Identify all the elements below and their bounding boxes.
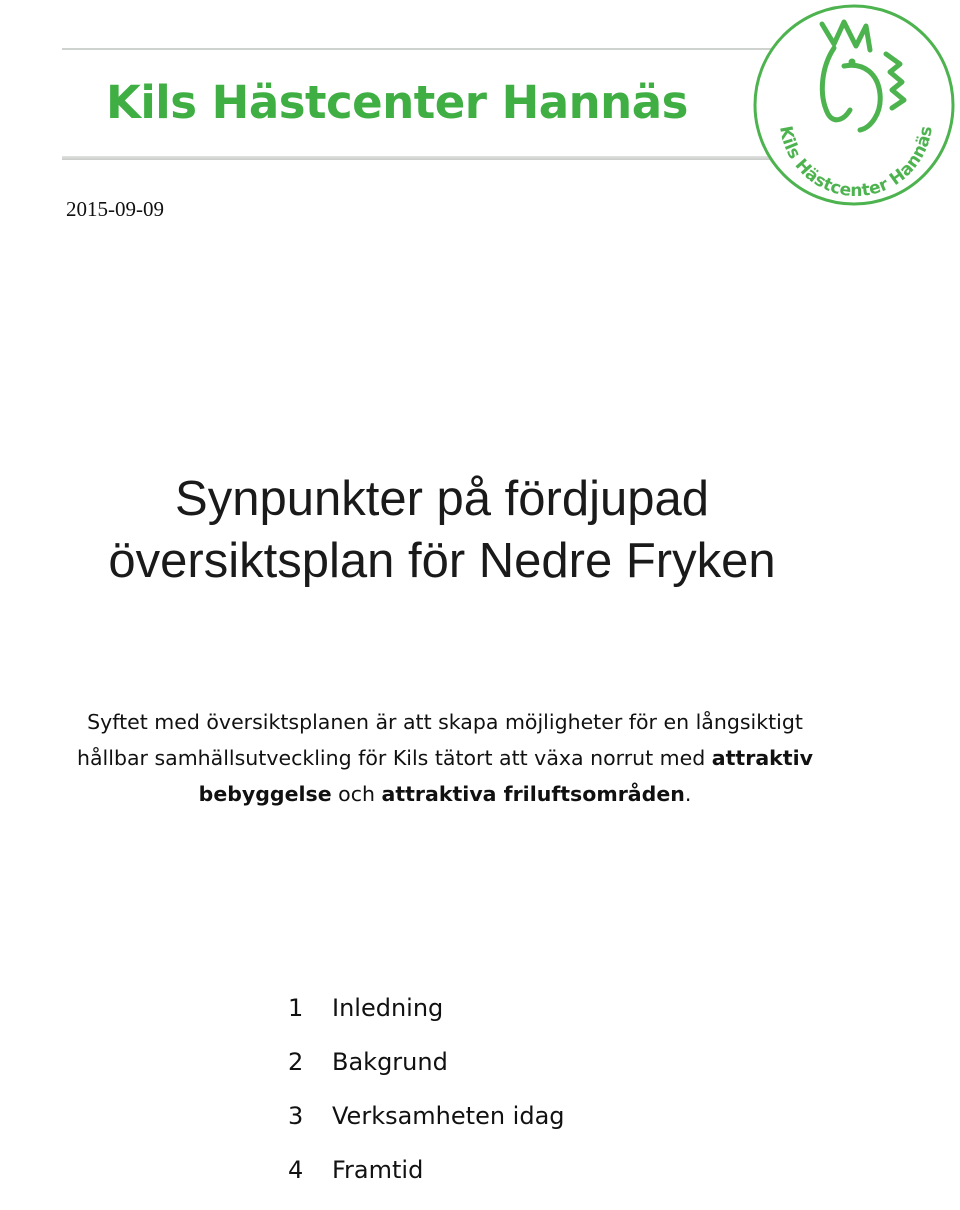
- toc-item-label: Inledning: [332, 994, 444, 1022]
- brand-name: Kils Hästcenter Hannäs: [106, 76, 688, 129]
- toc-item: [288, 1048, 565, 1102]
- document-title-line-1: Synpunkter på fördjupad: [175, 472, 709, 526]
- toc-item-label: Framtid: [332, 1156, 424, 1184]
- purpose-line-3: [0, 776, 890, 812]
- letterhead-top-rule: [62, 48, 832, 50]
- toc-item-label: Verksamheten idag: [332, 1102, 565, 1130]
- toc-item-number: 4: [288, 1156, 304, 1184]
- table-of-contents: [288, 994, 565, 1210]
- toc-item-number: 3: [288, 1102, 304, 1130]
- svg-text:Kils Hästcenter Hannäs: Kils Hästcenter Hannäs: [775, 124, 937, 202]
- purpose-line-1: Syftet med översiktsplanen är att skapa möjligheter för en långsiktigt: [87, 710, 803, 734]
- document-title: [0, 468, 884, 592]
- toc-item-number: 1: [288, 994, 304, 1022]
- toc-item-number: 2: [288, 1048, 304, 1076]
- letterhead: [62, 48, 832, 164]
- purpose-period: .: [684, 782, 692, 806]
- document-title-line-2: översiktsplan för Nedre Fryken: [108, 534, 776, 588]
- purpose-line-2: [0, 740, 890, 776]
- toc-item: [288, 1102, 565, 1156]
- toc-item: [288, 1156, 565, 1210]
- purpose-line-2-text: hållbar samhällsutveckling för Kils tätort att växa norrut med: [77, 746, 712, 770]
- horse-logo-icon: [752, 2, 956, 208]
- document-date: 2015-09-09: [66, 197, 164, 221]
- toc-item: [288, 994, 565, 1048]
- purpose-emphasis-attraktiv: attraktiv: [711, 746, 813, 770]
- purpose-line-3-text: och: [331, 782, 382, 806]
- letterhead-bottom-rule: [62, 156, 832, 160]
- purpose-emphasis-friluftsomraden: attraktiva friluftsområden: [381, 782, 685, 806]
- purpose-statement: [0, 704, 890, 812]
- purpose-emphasis-bebyggelse: bebyggelse: [198, 782, 332, 806]
- toc-item-label: Bakgrund: [332, 1048, 448, 1076]
